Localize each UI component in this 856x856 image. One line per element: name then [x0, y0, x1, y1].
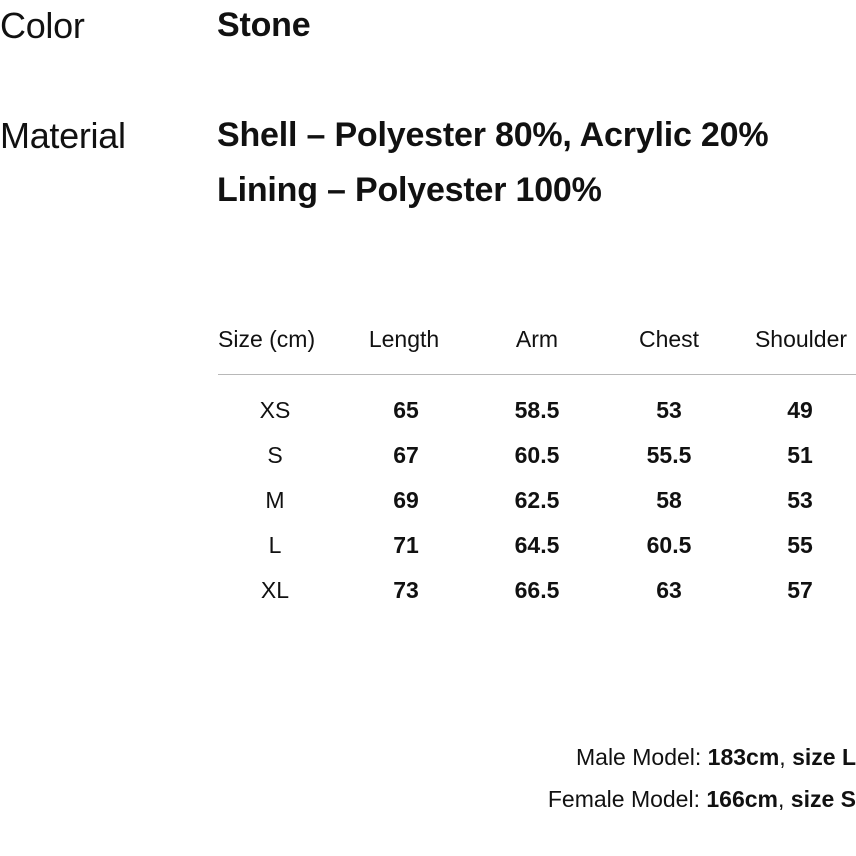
header-arm: Arm	[515, 326, 559, 352]
table-row	[218, 487, 856, 527]
shoulder-cell: 55	[787, 532, 813, 558]
material-shell: Shell – Polyester 80%, Acrylic 20%	[217, 116, 769, 154]
length-cell: 73	[393, 577, 419, 603]
material-label: Material	[0, 115, 126, 156]
color-label: Color	[0, 5, 85, 46]
header-size: Size (cm)	[218, 326, 316, 352]
arm-cell: 66.5	[514, 577, 560, 603]
material-lining: Lining – Polyester 100%	[217, 171, 602, 209]
size-cell: L	[268, 532, 282, 558]
female-model-info	[548, 786, 856, 813]
chest-cell: 55.5	[646, 442, 692, 468]
length-cell: 71	[393, 532, 419, 558]
header-chest: Chest	[638, 326, 700, 352]
length-cell: 65	[393, 397, 419, 423]
header-length: Length	[368, 326, 440, 352]
shoulder-cell: 53	[787, 487, 813, 513]
table-row	[218, 397, 856, 437]
table-row	[218, 442, 856, 482]
female-model-height: 166cm	[706, 786, 778, 812]
shoulder-cell: 49	[787, 397, 813, 423]
shoulder-cell: 51	[787, 442, 813, 468]
arm-cell: 64.5	[514, 532, 560, 558]
header-shoulder: Shoulder	[754, 326, 848, 352]
female-model-label: Female Model:	[547, 786, 700, 812]
male-model-separator: ,	[779, 744, 786, 770]
size-cell: M	[265, 487, 285, 513]
size-cell: XL	[260, 577, 290, 603]
table-row	[218, 577, 856, 617]
header-divider	[218, 374, 856, 375]
arm-cell: 58.5	[514, 397, 560, 423]
male-model-height: 183cm	[707, 744, 780, 770]
female-model-size: size S	[790, 786, 856, 812]
length-cell: 69	[393, 487, 419, 513]
size-cell: S	[267, 442, 283, 468]
male-model-size: size L	[792, 744, 856, 770]
female-model-separator: ,	[778, 786, 785, 812]
arm-cell: 62.5	[514, 487, 560, 513]
male-model-info	[576, 744, 856, 771]
male-model-label: Male Model:	[576, 744, 702, 770]
chest-cell: 58	[656, 487, 682, 513]
chest-cell: 53	[656, 397, 682, 423]
arm-cell: 60.5	[514, 442, 560, 468]
table-row	[218, 532, 856, 572]
shoulder-cell: 57	[787, 577, 813, 603]
length-cell: 67	[393, 442, 419, 468]
color-value: Stone	[217, 6, 311, 44]
size-cell: XS	[259, 397, 291, 423]
chest-cell: 60.5	[646, 532, 692, 558]
chest-cell: 63	[656, 577, 682, 603]
